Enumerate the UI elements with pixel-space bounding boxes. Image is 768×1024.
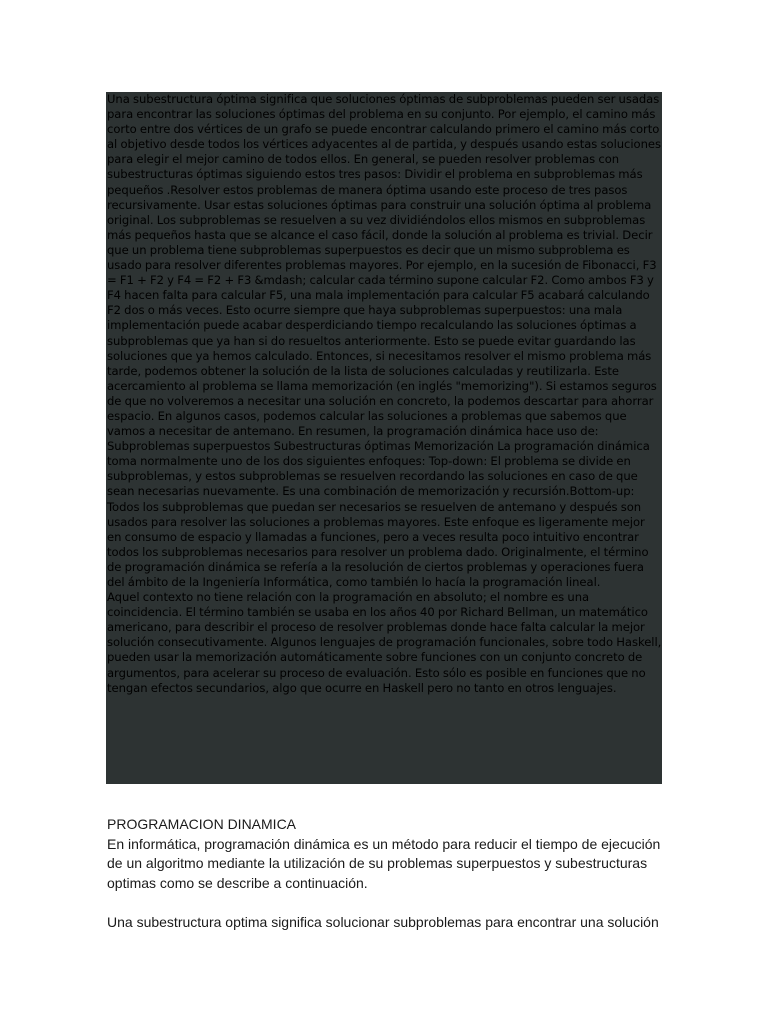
highlighted-text [107, 92, 662, 696]
body-line-2: de un algoritmo mediante la utilización de su problemas superpuestos y subestructuras [107, 855, 648, 871]
body-line-3: optimas como se describe a continuación. [107, 874, 368, 891]
highlighted-paragraph-2: Aquel contexto no tiene relación con la programación en absoluto; el nombre es una coincidencia. El término también se usaba en los años 40 por Richard Bellman, un matemático americano, para describir el proceso de resolver problemas donde hace falta calcular la mejor solución consecutivamente. Algunos lenguajes de programación funcionales, sobre todo Haskell, pueden usar la memorización automáticamente sobre funciones con un conjunto concreto de argumentos, para acelerar su proceso de evaluación. Esto sólo es posible en funciones que no tengan efectos secundarios, algo que ocurre en Haskell pero no tanto en otros lenguajes. [107, 590, 662, 695]
highlighted-paragraph-1: Una subestructura óptima significa que soluciones óptimas de subproblemas pueden ser usadas para encontrar las soluciones óptimas del problema en su conjunto. Por ejemplo, el camino más corto entre dos vértices de un grafo se puede encontrar calculando primero el camino más corto al objetivo desde todos los vértices adyacentes al de partida, y después usando estas soluciones para elegir el mejor camino de todos ellos. En general, se pueden resolver problemas con subestructuras óptimas siguiendo estos tres pasos: Dividir el problema en subproblemas más pequeños .Resolver estos problemas de manera óptima usando este proceso de tres pasos recursivamente. Usar estas soluciones óptimas para construir una solución óptima al problema original. Los subproblemas se resuelven a su vez dividiéndolos ellos mismos en subproblemas más pequeños hasta que se alcance el caso fácil, donde la solución al problema es trivial. Decir que un problema tiene subproblemas superpuestos es decir que un mismo subproblema es usado para resolver diferentes problemas mayores. Por ejemplo, en la sucesión de Fibonacci, F3 = F1 + F2 y F4 = F2 + F3 &mdash; calcular cada término supone calcular F2. Como ambos F3 y F4 hacen falta para calcular F5, una mala implementación para calcular F5 acabará calculando F2 dos o más veces. Esto ocurre siempre que haya subproblemas superpuestos: una mala implementación puede acabar desperdiciando tiempo recalculando las soluciones óptimas a subproblemas que ya han si do resueltos anteriormente. Esto se puede evitar guardando las soluciones que ya hemos calculado. Entonces, si necesitamos resolver el mismo problema más tarde, podemos obtener la solución de la lista de soluciones calculadas y reutilizarla. Este acercamiento al problema se llama memorización (en inglés "memorizing"). Si estamos seguros de que no volveremos a necesitar una solución en concreto, la podemos descartar para ahorrar espacio. En algunos casos, podemos calcular las soluciones a problemas que sabemos que vamos a necesitar de antemano. En resumen, la programación dinámica hace uso de: Subproblemas superpuestos Subestructuras óptimas Memorización La programación dinámica toma normalmente uno de los dos siguientes enfoques: Top-down: El problema se divide en subproblemas, y estos subproblemas se resuelven recordando las soluciones en caso de que sean necesarias nuevamente. Es una combinación de memorización y recursión.Bottom-up: Todos los subproblemas que puedan ser necesarios se resuelven de antemano y después son usados para resolver las soluciones a problemas mayores. Este enfoque es ligeramente mejor en consumo de espacio y llamadas a funciones, pero a veces resulta poco intuitivo encontrar todos los subproblemas necesarios para resolver un problema dado. Originalmente, el término de programación dinámica se refería a la resolución de ciertos problemas y operaciones fuera del ámbito de la Ingeniería Informática, como también lo hacía la programación lineal. [107, 92, 661, 589]
lower-text-section [107, 815, 667, 932]
section-heading: PROGRAMACION DINAMICA [107, 816, 297, 832]
paragraph-gap [107, 893, 667, 913]
body-line-4: Una subestructura optima significa solucionar subproblemas para encontrar una solución [107, 913, 659, 930]
body-line-1: En informática, programación dinámica es un método para reducir el tiempo de ejecución [107, 835, 661, 852]
highlighted-text-block [106, 92, 662, 784]
